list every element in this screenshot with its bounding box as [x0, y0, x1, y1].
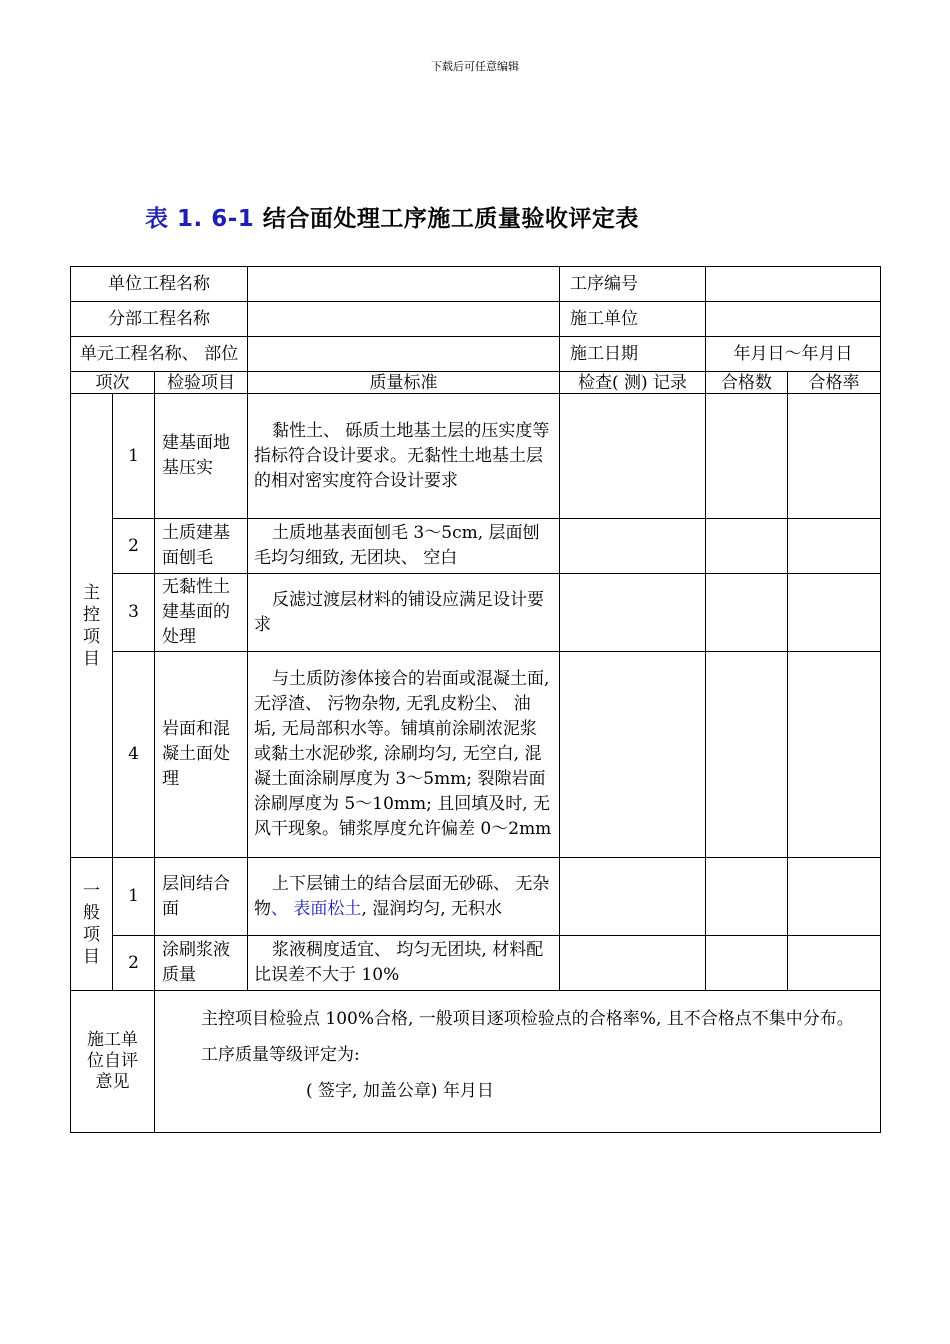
opinion-line-1: 主控项目检验点 100%合格, 一般项目逐项检验点的合格率%, 且不合格点不集中分布。: [201, 1009, 854, 1029]
table-row: [71, 519, 881, 574]
contractor-label: 施工单位: [560, 302, 706, 337]
item-no: 4: [113, 652, 155, 858]
opinion-label: 施工单位自评意见: [71, 991, 155, 1133]
pass-count-cell[interactable]: [706, 574, 788, 652]
table-number: 表 1. 6-1: [145, 206, 255, 232]
evaluation-table: [70, 266, 880, 1133]
record-cell[interactable]: [560, 652, 706, 858]
pass-count-cell[interactable]: [706, 394, 788, 519]
item-no: 3: [113, 574, 155, 652]
element-field[interactable]: [248, 337, 560, 372]
col-header-record: 检查( 测) 记录: [560, 372, 706, 394]
table-row: [71, 652, 881, 858]
unit-project-label: 单位工程名称: [71, 267, 248, 302]
table-row: [71, 574, 881, 652]
header-note: 下载后可任意编辑: [431, 60, 519, 73]
process-no-label: 工序编号: [560, 267, 706, 302]
page-title: [145, 200, 639, 233]
item-name: 无黏性土建基面的处理: [155, 574, 248, 652]
general-group-label: 一般项目: [71, 858, 113, 991]
pass-rate-cell[interactable]: [788, 574, 881, 652]
opinion-signature-line: ( 签字, 加盖公章) 年月日: [306, 1081, 494, 1101]
item-name: 土质建基面刨毛: [155, 519, 248, 574]
process-no-field[interactable]: [706, 267, 881, 302]
col-header-pass-count: 合格数: [706, 372, 788, 394]
date-label: 施工日期: [560, 337, 706, 372]
pass-count-cell[interactable]: [706, 519, 788, 574]
pass-rate-cell[interactable]: [788, 519, 881, 574]
item-standard: 上下层铺土的结合层面无砂砾、 无杂物、 表面松土, 湿润均匀, 无积水: [248, 858, 560, 936]
table-row: [71, 936, 881, 991]
unit-project-field[interactable]: [248, 267, 560, 302]
col-header-no: 项次: [71, 372, 155, 394]
table-row: [71, 858, 881, 936]
element-label: 单元工程名称、 部位: [71, 337, 248, 372]
table-row: [71, 991, 881, 1133]
col-header-item: 检验项目: [155, 372, 248, 394]
record-cell[interactable]: [560, 858, 706, 936]
contractor-field[interactable]: [706, 302, 881, 337]
item-standard: 黏性土、 砾质土地基土层的压实度等指标符合设计要求。无黏性土地基土层的相对密实度符合设计要求: [248, 394, 560, 519]
sub-project-label: 分部工程名称: [71, 302, 248, 337]
opinion-line-2: 工序质量等级评定为:: [201, 1045, 360, 1065]
item-standard: 浆液稠度适宜、 均匀无团块, 材料配比误差不大于 10%: [248, 936, 560, 991]
record-cell[interactable]: [560, 519, 706, 574]
item-name: 岩面和混凝土面处理: [155, 652, 248, 858]
table-row: [71, 394, 881, 519]
sub-project-field[interactable]: [248, 302, 560, 337]
pass-rate-cell[interactable]: [788, 394, 881, 519]
record-cell[interactable]: [560, 394, 706, 519]
item-name: 层间结合面: [155, 858, 248, 936]
item-name: 建基面地基压实: [155, 394, 248, 519]
item-standard: 土质地基表面刨毛 3～5cm, 层面刨毛均匀细致, 无团块、 空白: [248, 519, 560, 574]
item-no: 2: [113, 936, 155, 991]
item-no: 2: [113, 519, 155, 574]
pass-rate-cell[interactable]: [788, 858, 881, 936]
table-title-text: 结合面处理工序施工质量验收评定表: [262, 206, 639, 232]
item-name: 涂刷浆液质量: [155, 936, 248, 991]
opinion-content[interactable]: [155, 991, 881, 1133]
pass-count-cell[interactable]: [706, 652, 788, 858]
col-header-pass-rate: 合格率: [788, 372, 881, 394]
date-field[interactable]: 年月日～年月日: [706, 337, 881, 372]
col-header-standard: 质量标准: [248, 372, 560, 394]
item-no: 1: [113, 858, 155, 936]
pass-rate-cell[interactable]: [788, 936, 881, 991]
main-group-label: 主控项目: [71, 394, 113, 858]
item-no: 1: [113, 394, 155, 519]
item-standard: 反滤过渡层材料的铺设应满足设计要求: [248, 574, 560, 652]
record-cell[interactable]: [560, 936, 706, 991]
pass-count-cell[interactable]: [706, 858, 788, 936]
pass-count-cell[interactable]: [706, 936, 788, 991]
item-standard: 与土质防渗体接合的岩面或混凝土面, 无浮渣、 污物杂物, 无乳皮粉尘、 油垢, 无局部积水等。铺填前涂刷浓泥浆或黏土水泥砂浆, 涂刷均匀, 无空白, 混凝土面涂刷厚度为 3～5mm; 裂隙岩面涂刷厚度为 5～10mm; 且回填及时, 无风干现象。铺浆厚度允许偏差 0～2mm: [248, 652, 560, 858]
record-cell[interactable]: [560, 574, 706, 652]
pass-rate-cell[interactable]: [788, 652, 881, 858]
